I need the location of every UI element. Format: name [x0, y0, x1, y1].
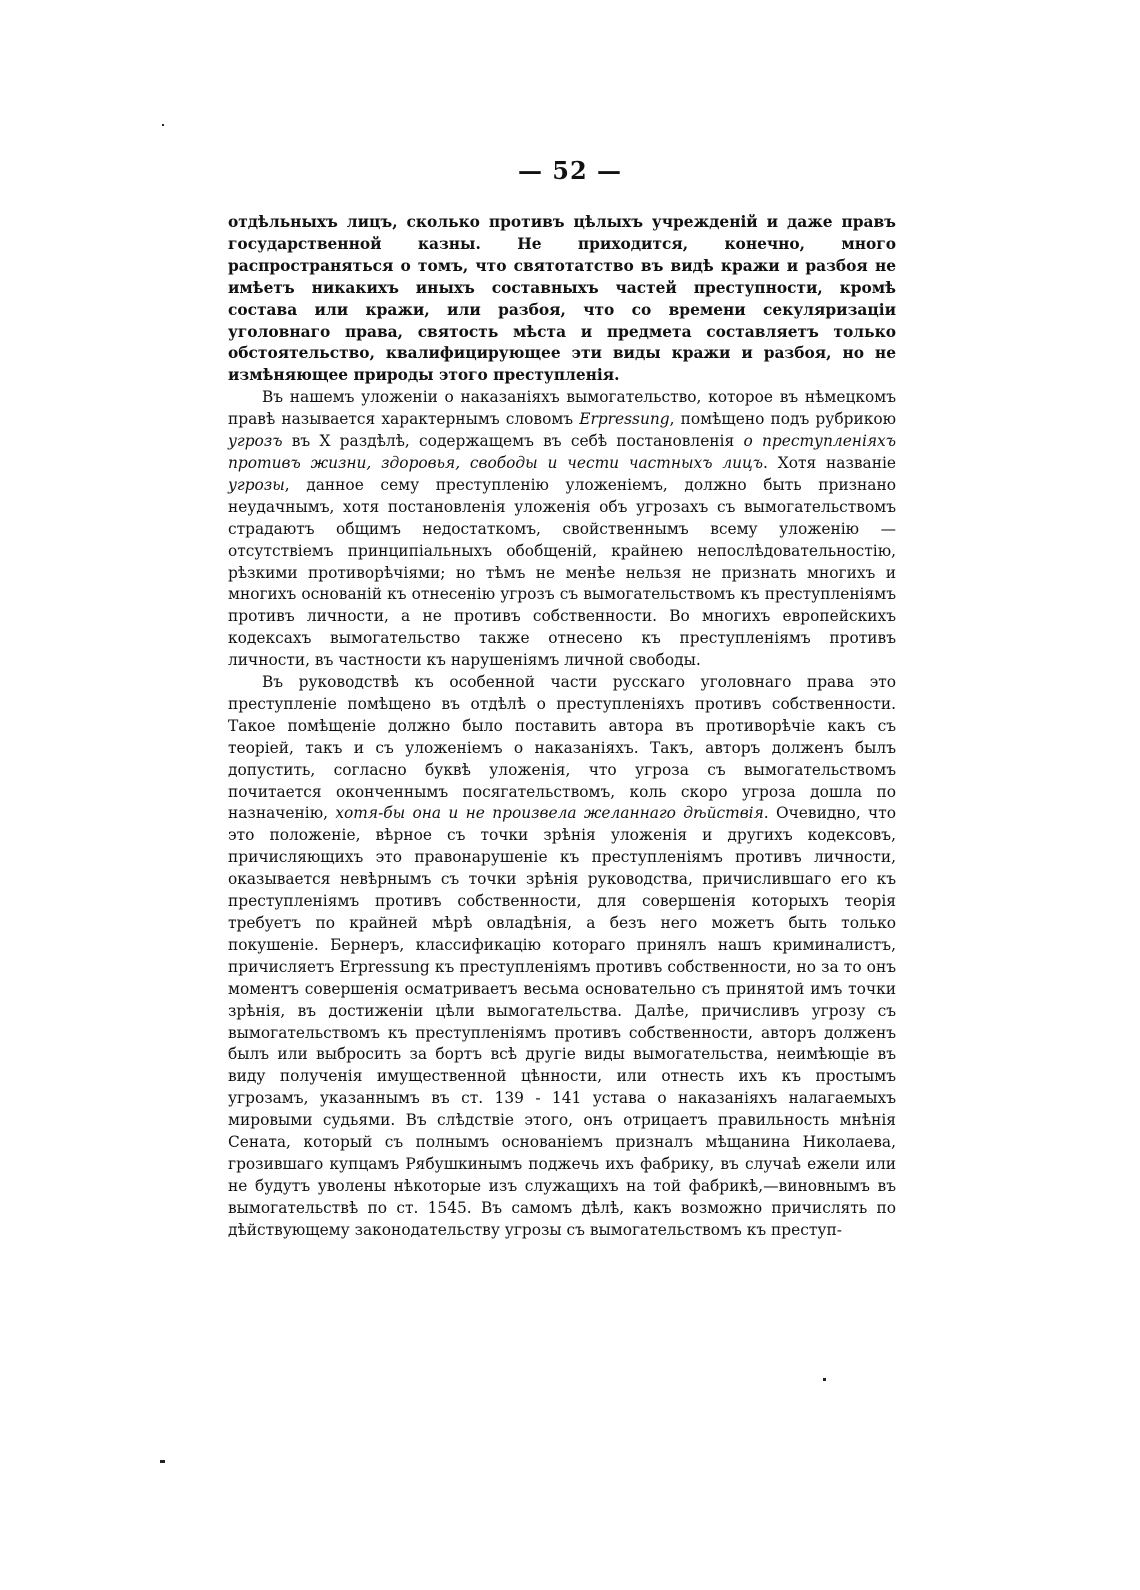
- text-run: отдѣльныхъ лицъ, сколько противъ цѣлыхъ учрежденій и даже правъ государственной казны. Не приходится, конечно, много распространяться о томъ, что святотатство въ видѣ кражи и разбоя не имѣетъ никакихъ иныхъ составныхъ частей преступности, кромѣ состава или кражи, или разбоя, что со времени секуляризаціи уголовнаго права, святость мѣста и предмета составляетъ только обстоятельство, квалифицирующее эти виды кражи и разбоя, но не измѣняющее природы этого преступленія.: [228, 213, 896, 385]
- text-run: въ X раздѣлѣ, содержащемъ въ себѣ постановленія: [282, 432, 744, 451]
- text-run: Въ нашемъ уложеніи о наказаніяхъ вымогательство, которое въ нѣмецкомъ правѣ называется характернымъ словомъ: [228, 388, 896, 429]
- text-run: . Хотя названіе: [763, 453, 896, 472]
- paragraph-3: [228, 672, 896, 1242]
- scan-speck: [160, 1460, 165, 1463]
- page-number: — 52 —: [517, 156, 623, 185]
- text-run: Въ руководствѣ къ особенной части русскаго уголовнаго права это преступленіе помѣщено въ отдѣлѣ о преступленіяхъ противъ собственности. Такое помѣщеніе должно было поставить автора въ противорѣчіе какъ съ теоріей, такъ и съ уложеніемъ о наказаніяхъ. Такъ, авторъ долженъ былъ допустить, согласно буквѣ уложенія, что угроза съ вымогательствомъ почитается оконченнымъ посягательствомъ, коль скоро угроза дошла по назначенію,: [228, 673, 896, 823]
- text-run: . Очевидно, что это положеніе, вѣрное съ точки зрѣнія уложенія и другихъ кодексовъ, причисляющихъ это правонарушеніе къ преступленіямъ противъ личности, оказывается невѣрнымъ съ точки зрѣнія руководства, причислившаго его къ преступленіямъ противъ собственности, для совершенія которыхъ теорія требуетъ по крайней мѣрѣ овладѣнія, а безъ него можетъ быть только покушеніе. Бернеръ, классификацію котораго принялъ нашъ криминалистъ, причисляетъ Erpressung къ преступленіямъ противъ собственности, но за то онъ моментъ совершенія осматриваетъ весьма основательно съ принятой имъ точки зрѣнія, въ достиженіи цѣли вымогательства. Далѣе, причисливъ угрозу съ вымогательствомъ къ преступленіямъ противъ собственности, авторъ долженъ былъ или выбросить за бортъ всѣ другіе виды вымогательства, неимѣющіе въ виду полученія имущественной цѣнности, или отнесть ихъ къ простымъ угрозамъ, указаннымъ въ ст. 139 - 141 устава о наказаніяхъ налагаемыхъ мировыми судьями. Въ слѣдствіе этого, онъ отрицаетъ правильность мнѣнія Сената, который съ полнымъ основаніемъ призналъ мѣщанина Николаева, грозившаго купцамъ Рябушкинымъ поджечь ихъ фабрику, въ случаѣ ежели или не будутъ уволены нѣкоторые изъ служащихъ на той фабрикѣ,—виновнымъ въ вымогательствѣ по ст. 1545. Въ самомъ дѣлѣ, какъ возможно причислять по дѣйствующему законодательству угрозы съ вымогательствомъ къ преступ-: [228, 804, 896, 1239]
- paragraph-1: [228, 212, 896, 387]
- paragraph-2: [228, 387, 896, 672]
- text-run: угрозъ: [228, 432, 283, 451]
- text-run: Erpressung: [579, 410, 670, 429]
- text-run: угрозы: [228, 475, 285, 494]
- text-run: , помѣщено подъ рубрикою: [669, 410, 896, 429]
- text-run: , данное сему преступленію уложеніемъ, должно быть признано неудачнымъ, хотя постановленія уложенія объ угрозахъ съ вымогательствомъ страдаютъ общимъ недостаткомъ, свойственнымъ всему уложенію — отсутствіемъ принципіальныхъ обобщеній, крайнею непослѣдовательностію, рѣзкими противорѣчіями; но тѣмъ не менѣе нельзя не признать многихъ и многихъ основаній къ отнесенію угрозъ съ вымогательствомъ къ преступленіямъ противъ личности, а не противъ собственности. Во многихъ европейскихъ кодексахъ вымогательство также отнесено къ преступленіямъ противъ личности, въ частности къ нарушеніямъ личной свободы.: [228, 475, 896, 670]
- body-text: [228, 212, 896, 1242]
- text-run: хотя-бы она и не произвела желаннаго дѣйствія: [335, 804, 764, 823]
- text-run: о преступленіяхъ противъ жизни, здоровья, свободы и чести частныхъ лицъ: [228, 432, 896, 472]
- scan-speck: [162, 124, 164, 126]
- scan-speck: [823, 1378, 826, 1381]
